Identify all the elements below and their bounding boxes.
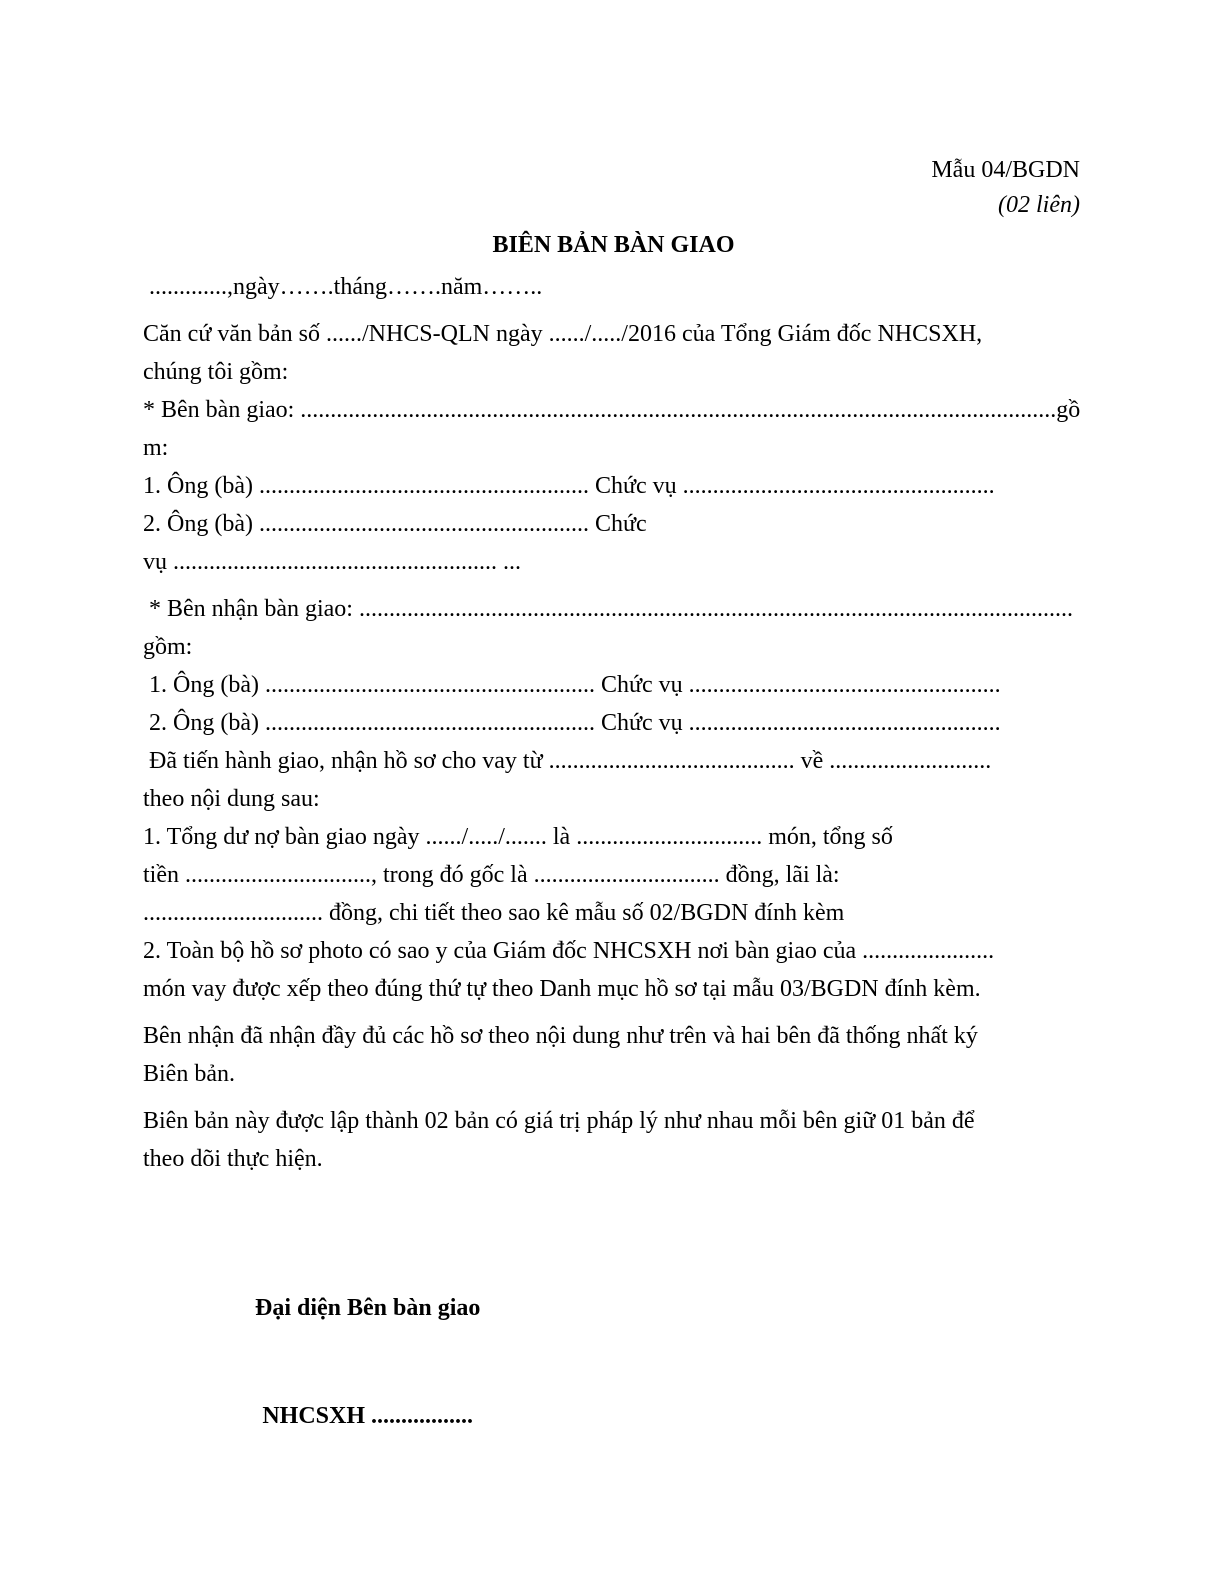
signature-org: NHCSXH .................: [262, 1403, 474, 1429]
signature-role: Đại diện Bên bàn giao: [255, 1295, 481, 1321]
document-line: theo nội dung sau:: [143, 786, 320, 812]
document-line: Đã tiến hành giao, nhận hồ sơ cho vay từ ......................................... về ...........................: [143, 748, 992, 774]
document-line: 2. Ông (bà) ....................................................... Chức: [143, 511, 647, 537]
document-line: Biên bản này được lập thành 02 bản có giá trị pháp lý như nhau mỗi bên giữ 01 bản để: [143, 1108, 975, 1134]
document-line: vụ ...................................................... ...: [143, 549, 521, 575]
document-line: 2. Toàn bộ hồ sơ photo có sao y của Giám đốc NHCSXH nơi bàn giao của ......................: [143, 938, 995, 964]
document-line: theo dõi thực hiện.: [143, 1146, 323, 1172]
document-line: .............................. đồng, chi tiết theo sao kê mẫu số 02/BGDN đính kèm: [143, 900, 845, 926]
signature-block: [255, 1218, 480, 1506]
document-line: chúng tôi gồm:: [143, 359, 289, 385]
document-line: món vay được xếp theo đúng thứ tự theo Danh mục hồ sơ tại mẫu 03/BGDN đính kèm.: [143, 976, 981, 1002]
document-line: 1. Ông (bà) ....................................................... Chức vụ ....................................................: [143, 473, 995, 499]
document-line: 2. Ông (bà) ....................................................... Chức vụ ....................................................: [143, 710, 1001, 736]
document-body: [143, 315, 1084, 1178]
document-title: BIÊN BẢN BÀN GIAO: [492, 232, 735, 258]
form-copies-note: (02 liên): [998, 192, 1080, 218]
document-line: tiền ..............................., trong đó gốc là ............................... đồng, lãi là:: [143, 862, 840, 888]
document-line: Căn cứ văn bản số ....../NHCS-QLN ngày ....../...../2016 của Tổng Giám đốc NHCSXH,: [143, 321, 983, 347]
form-header: [143, 153, 1084, 223]
document-line: Biên bản.: [143, 1061, 235, 1087]
date-line: .............,ngày…….tháng…….năm……..: [143, 274, 543, 300]
document-line: * Bên nhận bàn giao: .......................................................................................................................gồm:: [143, 596, 1073, 660]
form-code: Mẫu 04/BGDN: [931, 157, 1080, 183]
document-line: Bên nhận đã nhận đầy đủ các hồ sơ theo nội dung như trên và hai bên đã thống nhất ký: [143, 1023, 978, 1049]
document-line: * Bên bàn giao: ..............................................................................................................................gồm:: [143, 397, 1081, 461]
document-line: 1. Tổng dư nợ bàn giao ngày ....../...../....... là ............................... món, tổng số: [143, 824, 893, 850]
document-line: 1. Ông (bà) ....................................................... Chức vụ ....................................................: [143, 672, 1001, 698]
